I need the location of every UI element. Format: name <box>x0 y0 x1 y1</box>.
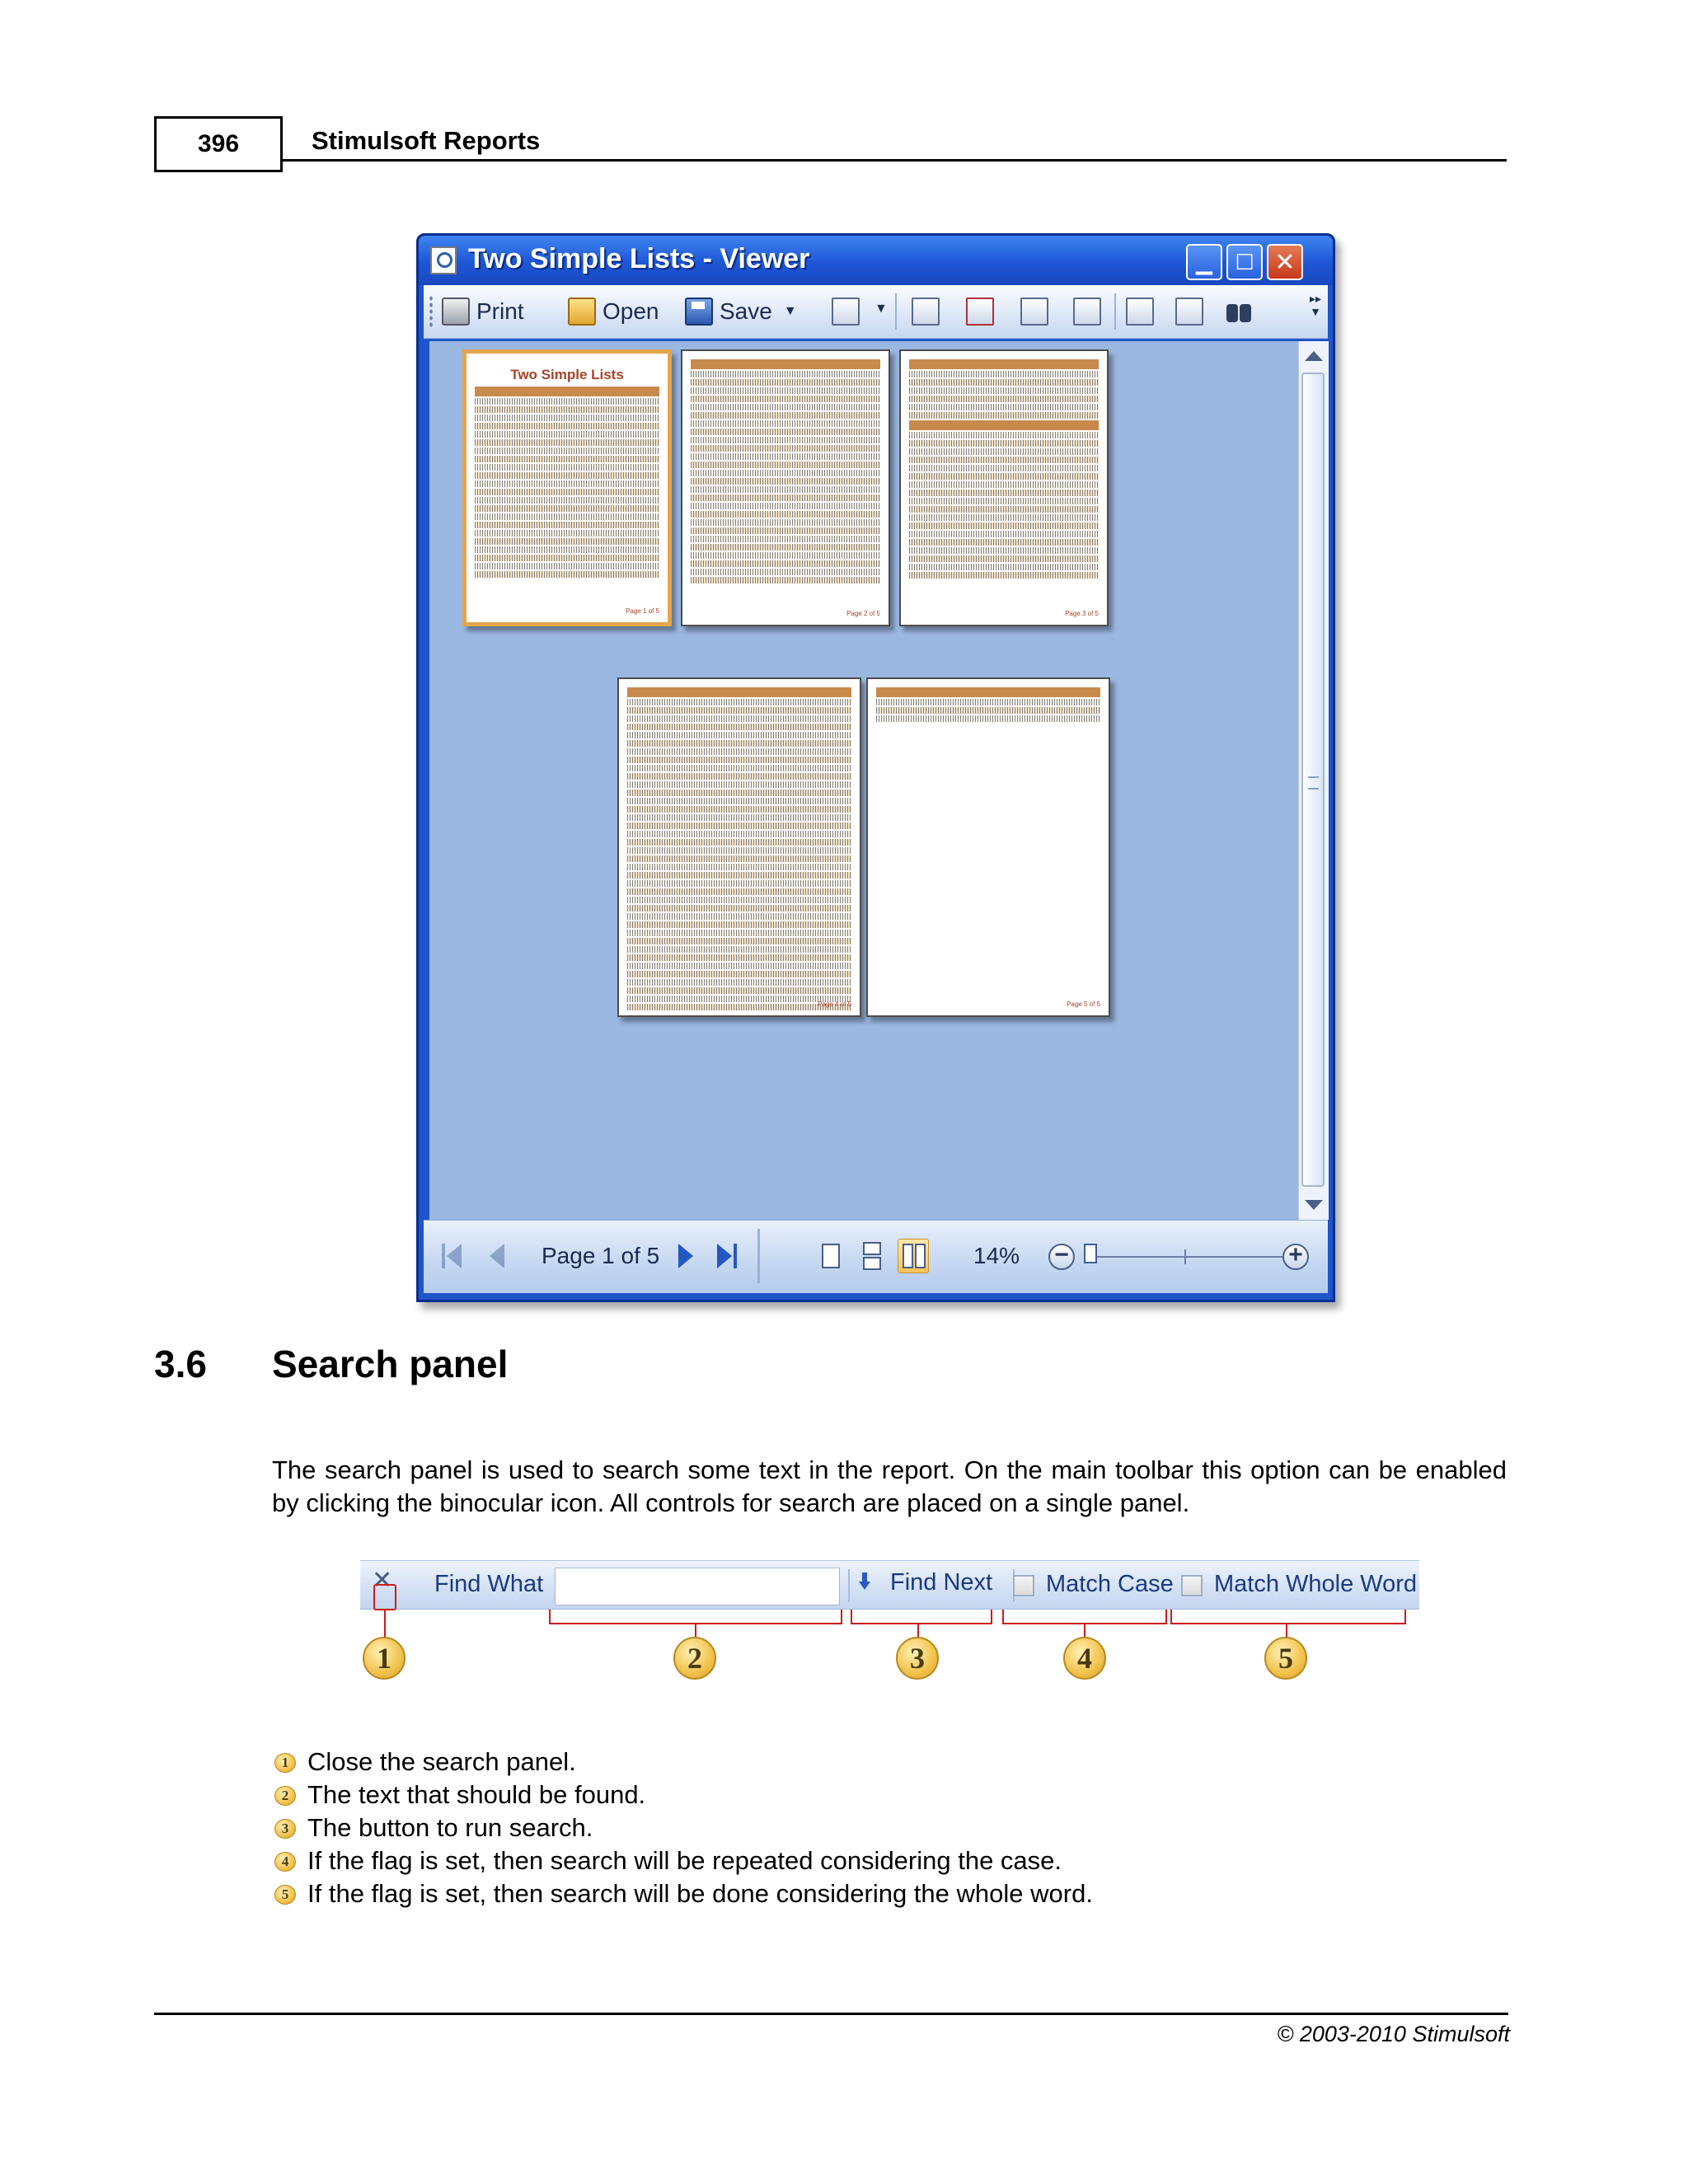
section-paragraph: The search panel is used to search some text in the report. On the main toolbar this option can be enabled by clicking the binocular icon. All controls for search are placed on a single panel. <box>272 1455 1507 1517</box>
page-footer-number: Page 4 of 5 <box>818 1001 851 1008</box>
delete-page-button[interactable] <box>966 298 994 326</box>
toolbar-overflow-button[interactable]: ▸▸ ▼ <box>1309 292 1322 318</box>
save-button[interactable] <box>685 285 797 338</box>
footer-rule <box>154 2013 1508 2015</box>
page-footer-number: Page 1 of 5 <box>626 607 659 615</box>
zoom-slider-tick <box>1184 1249 1186 1264</box>
legend-text: If the flag is set, then search will be done considering the whole word. <box>307 1879 1093 1908</box>
scroll-up-icon[interactable] <box>1305 351 1323 361</box>
zoom-in-button[interactable] <box>1282 1241 1309 1270</box>
print-label: Print <box>476 298 524 324</box>
binocular-icon <box>1226 304 1238 322</box>
section-title: Search panel <box>272 1343 509 1385</box>
send-dropdown-icon[interactable]: ▼ <box>874 302 888 316</box>
legend-badge: 4 <box>274 1852 296 1872</box>
minimize-icon: ▁ <box>1196 249 1212 274</box>
report-page-1[interactable] <box>462 349 672 626</box>
callout-highlight-1 <box>373 1584 396 1610</box>
title-bar <box>419 236 1333 285</box>
legend-badge: 5 <box>274 1885 296 1905</box>
report-page-4[interactable] <box>617 677 861 1017</box>
legend-text: The text that should be found. <box>307 1780 646 1809</box>
floppy-disk-icon <box>685 298 713 326</box>
find-what-input[interactable] <box>555 1568 840 1605</box>
legend-item <box>274 1746 1093 1779</box>
vertical-scrollbar[interactable] <box>1298 341 1329 1220</box>
window-title: Two Simple Lists - Viewer <box>468 243 810 274</box>
print-button[interactable] <box>442 285 524 338</box>
callout-2: 2 <box>673 1637 716 1680</box>
header-rule <box>283 159 1507 162</box>
previous-page-icon <box>490 1244 504 1268</box>
match-whole-word-label: Match Whole Word <box>1214 1571 1418 1597</box>
report-page-2[interactable] <box>681 349 890 626</box>
callout-3: 3 <box>896 1637 939 1680</box>
callout-bracket-3 <box>851 1610 992 1624</box>
close-icon: ✕ <box>1274 248 1296 276</box>
arrow-down-icon <box>859 1572 870 1591</box>
match-case-label: Match Case <box>1046 1571 1174 1597</box>
match-whole-word-checkbox[interactable] <box>1181 1575 1203 1596</box>
search-panel <box>360 1560 1419 1610</box>
book-title: Stimulsoft Reports <box>312 126 541 155</box>
plus-icon: + <box>1288 1241 1303 1268</box>
zoom-slider-track[interactable] <box>1087 1256 1285 1258</box>
status-separator <box>757 1229 760 1283</box>
page-footer-number: Page 5 of 5 <box>1067 1001 1100 1008</box>
close-window-button[interactable] <box>1267 244 1303 280</box>
legend-badge: 2 <box>274 1786 296 1806</box>
legend-text: The button to run search. <box>307 1813 593 1842</box>
main-toolbar <box>424 285 1328 339</box>
page-setup-button[interactable] <box>1126 298 1154 326</box>
multiple-pages-view-button[interactable] <box>898 1239 929 1273</box>
close-search-icon[interactable]: ✕ <box>372 1567 393 1594</box>
callout-5: 5 <box>1264 1637 1307 1680</box>
copyright: © 2003-2010 Stimulsoft <box>1277 2022 1510 2046</box>
open-button[interactable] <box>568 285 659 338</box>
legend-badge: 3 <box>274 1819 296 1839</box>
next-page-button[interactable] <box>675 1242 700 1270</box>
multiple-pages-icon <box>903 1244 913 1268</box>
page-indicator: Page 1 of 5 <box>542 1243 660 1268</box>
callout-stem-4 <box>1084 1623 1085 1638</box>
viewer-app-icon <box>430 246 457 274</box>
legend-badge: 1 <box>274 1753 296 1773</box>
callout-stem-5 <box>1286 1623 1287 1638</box>
folder-open-icon <box>568 298 596 326</box>
printer-icon <box>442 298 470 326</box>
legend-text: If the flag is set, then search will be repeated considering the case. <box>307 1846 1062 1875</box>
find-next-button[interactable]: Find Next <box>890 1569 993 1596</box>
last-page-button[interactable] <box>714 1242 738 1270</box>
scroll-thumb[interactable] <box>1301 373 1325 1187</box>
callout-stem-3 <box>917 1623 919 1638</box>
match-case-checkbox[interactable] <box>1013 1575 1034 1596</box>
minimize-button[interactable] <box>1186 244 1222 280</box>
next-page-icon <box>678 1244 693 1268</box>
callout-stem-1 <box>384 1610 386 1639</box>
status-bar <box>424 1220 1328 1293</box>
maximize-button[interactable] <box>1226 244 1263 280</box>
legend-item <box>274 1811 1093 1844</box>
edit-button[interactable] <box>1020 298 1048 326</box>
callout-1: 1 <box>363 1637 406 1680</box>
viewer-window <box>416 233 1335 1302</box>
continuous-view-button[interactable] <box>856 1239 888 1273</box>
toolbar-separator <box>1114 293 1116 330</box>
scroll-down-icon[interactable] <box>1305 1200 1323 1210</box>
maximize-icon: ☐ <box>1235 249 1254 274</box>
callout-legend <box>274 1746 1093 1910</box>
search-separator <box>848 1569 850 1602</box>
first-page-button[interactable] <box>440 1242 465 1270</box>
find-what-label: Find What <box>434 1571 544 1597</box>
legend-item <box>274 1877 1093 1910</box>
new-page-button[interactable] <box>912 298 940 326</box>
legend-item <box>274 1844 1093 1877</box>
page-size-button[interactable] <box>1073 298 1101 326</box>
preview-area[interactable] <box>429 341 1298 1220</box>
callout-stem-2 <box>695 1623 696 1638</box>
legend-item <box>274 1779 1093 1811</box>
thumbnails-button[interactable] <box>1175 298 1203 326</box>
save-label: Save <box>720 298 772 324</box>
page-footer-number: Page 2 of 5 <box>846 610 880 617</box>
callout-4: 4 <box>1063 1637 1106 1680</box>
toolbar-grip[interactable] <box>429 295 434 328</box>
page-number: 396 <box>197 130 240 157</box>
report-page-3[interactable] <box>899 349 1109 626</box>
send-email-button[interactable] <box>832 298 860 326</box>
find-button[interactable] <box>1225 298 1254 326</box>
last-page-icon <box>717 1244 732 1268</box>
toolbar-separator <box>895 293 897 330</box>
section-number: 3.6 <box>154 1343 207 1385</box>
legend-text: Close the search panel. <box>307 1747 576 1776</box>
zoom-slider-thumb[interactable] <box>1084 1244 1097 1263</box>
previous-page-button[interactable] <box>483 1242 508 1270</box>
minus-icon: − <box>1054 1241 1069 1268</box>
open-label: Open <box>603 298 659 324</box>
zoom-out-button[interactable] <box>1048 1241 1075 1270</box>
page-footer-number: Page 3 of 5 <box>1065 610 1099 617</box>
continuous-pages-icon <box>863 1242 881 1255</box>
chevron-down-icon: ▼ <box>783 304 797 318</box>
page-number-box <box>154 116 283 172</box>
callout-bracket-5 <box>1170 1610 1406 1624</box>
report-title: Two Simple Lists <box>510 367 624 382</box>
report-page-5[interactable] <box>866 677 1110 1017</box>
zoom-level: 14% <box>973 1243 1020 1268</box>
single-page-view-button[interactable] <box>815 1239 846 1273</box>
first-page-icon <box>442 1244 445 1268</box>
single-page-icon <box>822 1244 840 1268</box>
